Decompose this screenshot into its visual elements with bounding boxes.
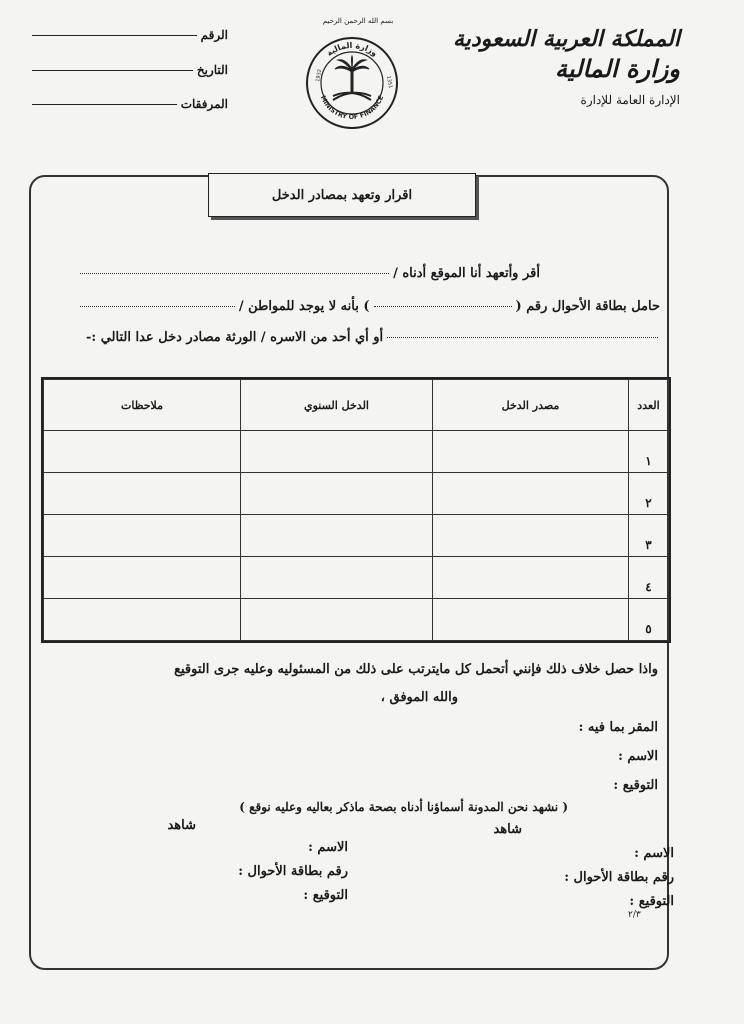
meta-attachments-label: المرفقات xyxy=(180,97,228,111)
notes-cell[interactable] xyxy=(44,557,241,599)
row-number: ١ xyxy=(629,431,669,473)
annual-income-cell[interactable] xyxy=(241,515,433,557)
row-number: ٣ xyxy=(629,515,669,557)
statement-line-3-text: أو أي أحد من الاسره / الورثة مصادر دخل عدا التالي :- xyxy=(86,330,384,345)
notes-cell[interactable] xyxy=(44,431,241,473)
witness-1-signature-label: التوقيع : xyxy=(629,894,674,909)
witness-2-title: شاهد xyxy=(167,818,196,833)
col-income-source-header: مصدر الدخل xyxy=(433,380,629,431)
seal-year-right: 1351 xyxy=(385,75,394,89)
closing-greeting: والله الموفق ، xyxy=(380,690,458,705)
annual-income-cell[interactable] xyxy=(241,431,433,473)
witness-statement: ( نشهد نحن المدونة أسماؤنا أدناه بصحة ماذكر بعاليه وعليه نوقع ) xyxy=(239,800,568,814)
kingdom-name: المملكة العربية السعودية xyxy=(452,26,680,52)
witness-2-id-label: رقم بطاقة الأحوال : xyxy=(238,864,348,879)
meta-number xyxy=(32,28,228,42)
palm-swords-icon xyxy=(333,56,371,100)
income-table xyxy=(41,377,671,643)
income-source-cell[interactable] xyxy=(433,515,629,557)
table-row xyxy=(44,473,669,515)
ministry-seal xyxy=(305,36,399,130)
meta-attachments-line xyxy=(32,104,177,105)
citizen-name-dots xyxy=(80,306,235,307)
statement-line-1-text: أقر وأتعهد أنا الموقع أدناه / xyxy=(393,266,540,281)
seal-arabic-text: وزارة المالية xyxy=(324,40,380,59)
closing-statement: واذا حصل خلاف ذلك فإنني أتحمل كل مايترتب على ذلك من المسئوليه وعليه جرى التوقيع xyxy=(174,662,658,677)
table-header-row xyxy=(44,380,669,431)
seal-english-text: MINISTRY OF FINANCE xyxy=(318,94,386,122)
annual-income-cell[interactable] xyxy=(241,557,433,599)
income-source-cell[interactable] xyxy=(433,599,629,641)
notes-cell[interactable] xyxy=(44,599,241,641)
witness-1-name-label: الاسم : xyxy=(634,846,674,861)
statement-line-2b-text: ) بأنه لا يوجد للمواطن / xyxy=(238,299,370,314)
statement-line-2a-text: حامل بطاقة الأحوال رقم ( xyxy=(515,299,660,314)
ministry-header xyxy=(453,26,680,107)
income-source-cell[interactable] xyxy=(433,431,629,473)
col-notes-header: ملاحظات xyxy=(44,380,241,431)
ministry-name: وزارة المالية xyxy=(555,54,680,83)
meta-date-label: التاريخ xyxy=(196,63,228,77)
form-reference: ٢/٣ xyxy=(628,910,641,920)
statement-line-3-dots xyxy=(387,337,658,338)
col-number-header: العدد xyxy=(629,380,669,431)
annual-income-cell[interactable] xyxy=(241,473,433,515)
meta-number-line xyxy=(32,35,197,36)
income-source-cell[interactable] xyxy=(433,473,629,515)
witness-1-title: شاهد xyxy=(493,822,522,837)
meta-date-line xyxy=(32,70,193,71)
svg-text:MINISTRY OF FINANCE xyxy=(319,94,385,121)
witness-2-name-label: الاسم : xyxy=(308,840,348,855)
row-number: ٥ xyxy=(629,599,669,641)
department-name: الإدارة العامة للإدارة xyxy=(580,93,680,107)
notes-cell[interactable] xyxy=(44,515,241,557)
table-row xyxy=(44,515,669,557)
table-row xyxy=(44,599,669,641)
statement-line-2 xyxy=(80,299,660,314)
meta-date xyxy=(32,63,228,77)
statement-line-1 xyxy=(80,266,540,281)
col-annual-income-header: الدخل السنوي xyxy=(241,380,433,431)
witness-2-signature-label: التوقيع : xyxy=(303,888,348,903)
annual-income-cell[interactable] xyxy=(241,599,433,641)
meta-number-label: الرقم xyxy=(200,28,228,42)
table-row xyxy=(44,557,669,599)
witness-1-id-label: رقم بطاقة الأحوال : xyxy=(564,870,674,885)
declarant-signature-label: التوقيع : xyxy=(613,778,658,793)
income-source-cell[interactable] xyxy=(433,557,629,599)
declarant-name-label: الاسم : xyxy=(618,749,658,764)
row-number: ٢ xyxy=(629,473,669,515)
row-number: ٤ xyxy=(629,557,669,599)
form-title: اقرار وتعهد بمصادر الدخل xyxy=(208,173,476,217)
seal-year-left: 1932 xyxy=(315,68,324,83)
declarant-label: المقر بما فيه : xyxy=(578,720,658,735)
notes-cell[interactable] xyxy=(44,473,241,515)
statement-line-1-dots xyxy=(80,273,389,274)
id-number-dots xyxy=(374,306,512,307)
seal-top-text: بسم الله الرحمن الرحيم xyxy=(322,17,394,25)
statement-line-3 xyxy=(86,330,658,345)
meta-attachments xyxy=(32,97,228,111)
table-row xyxy=(44,431,669,473)
